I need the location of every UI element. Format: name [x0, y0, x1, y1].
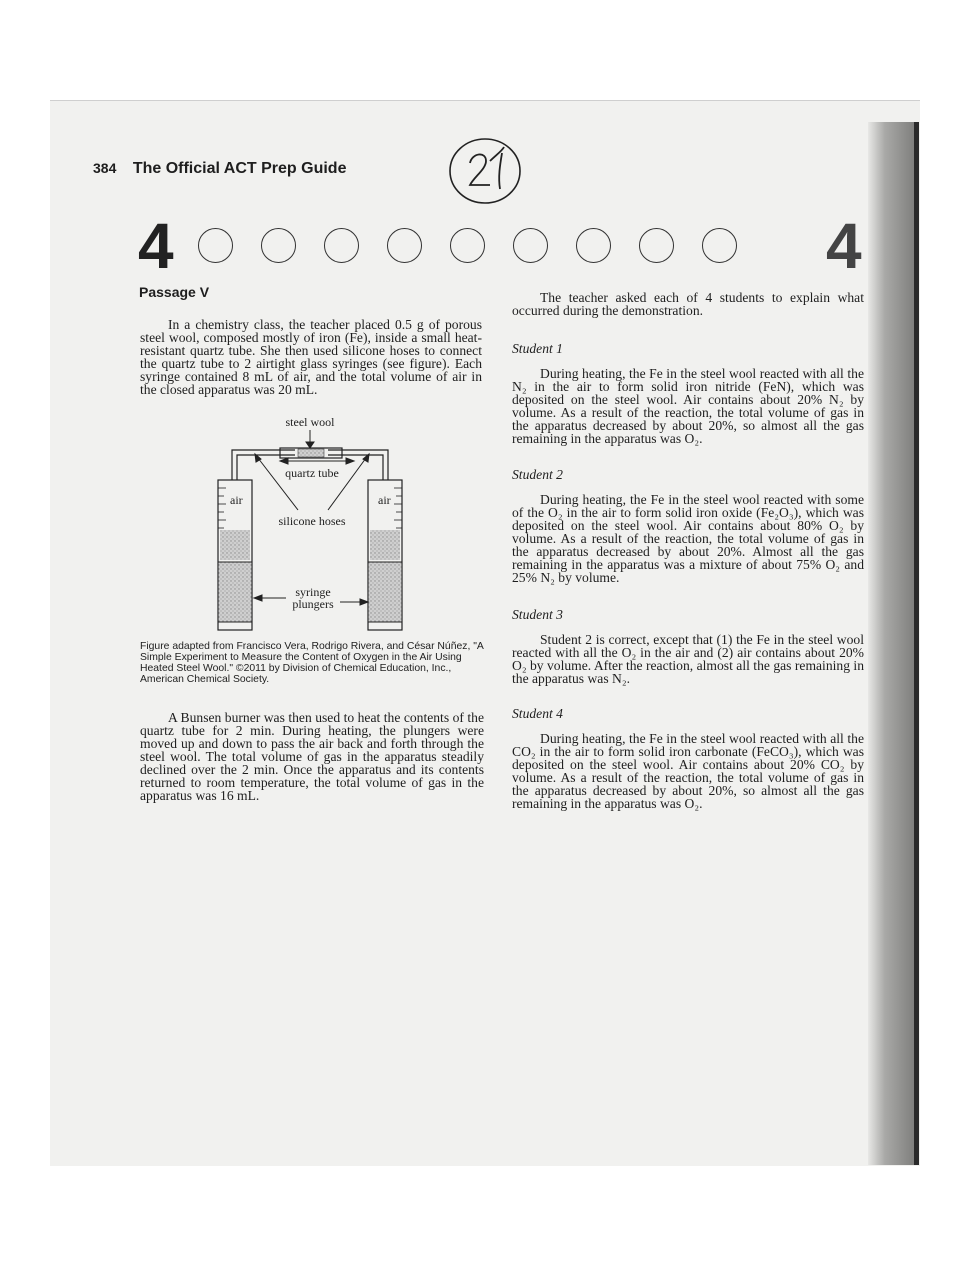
apparatus-figure [210, 412, 410, 637]
figure-caption: Figure adapted from Francisco Vera, Rodrigo Rivera, and César Núñez, "A Simple Experiment to Measure the Content of Oxygen in the Air Using Heated Steel Wool." ©2011 by Division of Chemical Education, Inc., American Chemical Society. [140, 641, 484, 685]
student-3-text: Student 2 is correct, except that (1) the Fe in the steel wool reacted with all the O₂ in the air and (2) air contains about 20% O₂ by volume. After the reaction, almost all the gas remaining in the apparatus was N₂. [512, 632, 864, 686]
banner-circle [450, 228, 485, 263]
banner-circle [387, 228, 422, 263]
banner-circle [198, 228, 233, 263]
body-paragraph: A Bunsen burner was then used to heat the contents of the quartz tube for 2 min. During heating, the plungers were moved up and down to pass the air back and forth through the steel wool. The total volume of gas in the apparatus steadily declined over the 2 min. Once the apparatus and its contents returned to room temperature, the total volume of gas in the apparatus was 16 mL. [140, 710, 484, 803]
section-circles [198, 228, 737, 263]
student-2-block [512, 468, 864, 584]
section-banner [138, 210, 868, 282]
page-number: 384 [93, 160, 117, 176]
section-number-right: 4 [826, 210, 862, 282]
teacher-question: The teacher asked each of 4 students to explain what occurred during the demonstration. [512, 290, 864, 318]
student-1-text: During heating, the Fe in the steel wool reacted with all the N₂ in the air to form solid iron nitride (FeN), which was deposited on the steel wool. Air contains about 20% N₂ by volume. As a result of the reaction, the total volume of gas in the apparatus decreased by about 20%, so almost all the gas remaining in the apparatus was O₂. [512, 366, 864, 446]
banner-circle [702, 228, 737, 263]
right-column-intro [512, 291, 864, 317]
student-2-label: Student 2 [512, 467, 563, 482]
label-steel-wool: steel wool [285, 415, 335, 429]
student-4-text: During heating, the Fe in the steel wool reacted with all the CO₂ in the air to form solid iron carbonate (FeCO₃), which was deposited on the steel wool. Air contains about 20% CO₂ by volume. As a result of the reaction, the total volume of gas in the apparatus decreased by about 20%, so almost all the gas remaining in the apparatus was O₂. [512, 731, 864, 811]
book-title: The Official ACT Prep Guide [132, 160, 347, 177]
banner-circle [513, 228, 548, 263]
student-4-block [512, 707, 864, 810]
student-3-label: Student 3 [512, 607, 563, 622]
steel-wool [298, 449, 324, 457]
handwritten-circled-number [446, 133, 524, 207]
label-air-left: air [230, 493, 243, 507]
running-header [93, 160, 346, 178]
intro-paragraph: In a chemistry class, the teacher placed 0.5 g of porous steel wool, composed mostly of iron (Fe), inside a small heat-resistant quartz tube. She then used silicone hoses to connect the quartz tube to 2 airtight glass syringes (see figure). Each syringe contained 8 mL of air, and the total volume of air in the closed apparatus was 20 mL. [140, 317, 482, 397]
passage-body [140, 711, 484, 802]
passage-title: Passage V [139, 284, 210, 300]
passage-intro [140, 318, 482, 396]
label-quartz-tube: quartz tube [285, 466, 339, 480]
banner-circle [576, 228, 611, 263]
student-3-block [512, 608, 864, 685]
page-edge-line [914, 122, 919, 1165]
label-silicone-hoses: silicone hoses [278, 514, 346, 528]
student-2-text: During heating, the Fe in the steel wool reacted with some of the O₂ in the air to form solid iron oxide (Fe₂O₃), which was deposited on the steel wool. Air contains about 80% O₂ by volume. As a result of the reaction, the total volume of gas in the apparatus decreased by about 20%. Almost all the gas remaining in the apparatus was a mixture of about 75% O₂ and 25% N₂ by volume. [512, 492, 864, 585]
section-number-left: 4 [138, 210, 174, 282]
label-air-right: air [378, 493, 391, 507]
label-plungers: plungers [292, 597, 334, 611]
page-edge-shadow [868, 122, 916, 1165]
banner-circle [261, 228, 296, 263]
banner-circle [324, 228, 359, 263]
student-1-block [512, 342, 864, 445]
banner-circle [639, 228, 674, 263]
label-syringe: syringe [295, 585, 331, 599]
student-4-label: Student 4 [512, 706, 563, 721]
student-1-label: Student 1 [512, 341, 563, 356]
